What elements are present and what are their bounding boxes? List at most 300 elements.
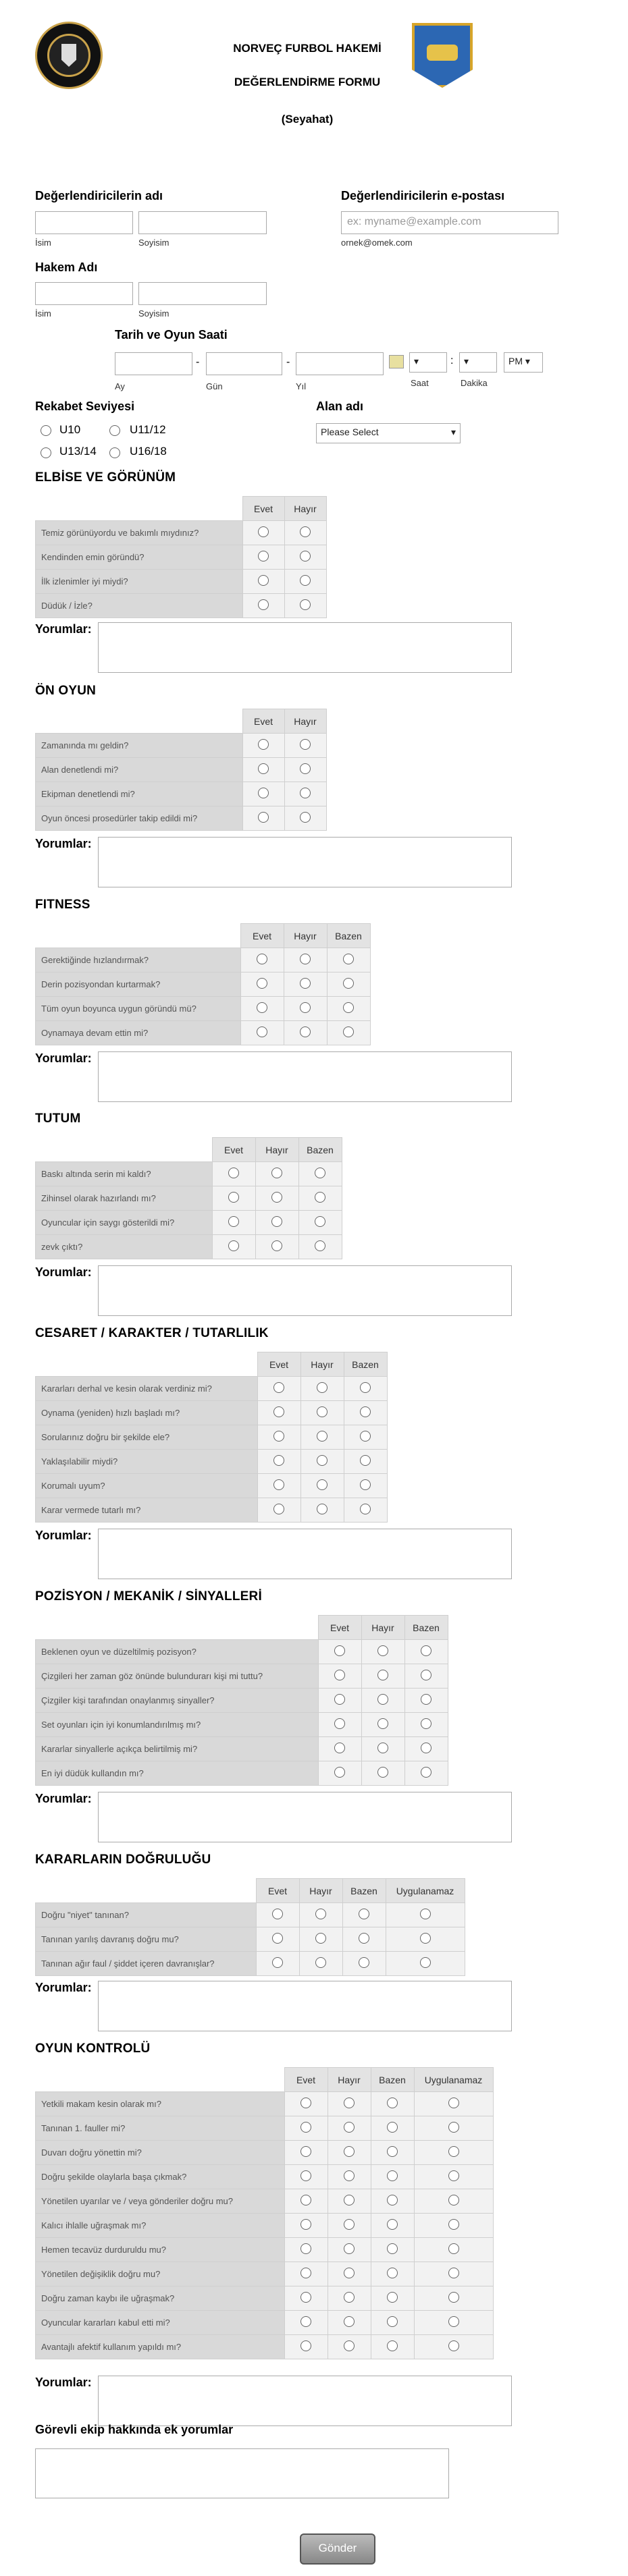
- radio-icon[interactable]: [300, 599, 311, 610]
- matrix-cell[interactable]: [257, 1377, 300, 1401]
- matrix-cell[interactable]: [284, 806, 326, 831]
- radio-icon[interactable]: [300, 2098, 311, 2108]
- matrix-cell[interactable]: [414, 2311, 493, 2335]
- radio-icon[interactable]: [344, 2195, 355, 2205]
- evaluator-email-input[interactable]: ex: myname@example.com: [341, 211, 558, 234]
- radio-icon[interactable]: [344, 2292, 355, 2303]
- month-input[interactable]: [115, 352, 192, 375]
- matrix-cell[interactable]: [257, 1450, 300, 1474]
- matrix-cell[interactable]: [344, 1401, 387, 1425]
- radio-icon[interactable]: [317, 1504, 328, 1514]
- radio-icon[interactable]: [273, 1479, 284, 1490]
- radio-icon[interactable]: [317, 1406, 328, 1417]
- radio-icon[interactable]: [300, 788, 311, 798]
- matrix-cell[interactable]: [299, 1952, 342, 1976]
- matrix-cell[interactable]: [318, 1664, 361, 1689]
- radio-icon[interactable]: [258, 788, 269, 798]
- radio-icon[interactable]: [271, 1168, 282, 1178]
- year-input[interactable]: [296, 352, 384, 375]
- matrix-cell[interactable]: [342, 1903, 386, 1927]
- radio-icon[interactable]: [272, 1909, 283, 1919]
- matrix-cell[interactable]: [284, 594, 326, 618]
- matrix-cell[interactable]: [284, 570, 326, 594]
- ampm-select[interactable]: PM ▾: [504, 352, 543, 373]
- radio-icon[interactable]: [317, 1455, 328, 1466]
- evaluator-first-name-input[interactable]: [35, 211, 133, 234]
- matrix-cell[interactable]: [255, 1235, 298, 1259]
- radio-icon[interactable]: [421, 1718, 431, 1729]
- matrix-cell[interactable]: [328, 2214, 371, 2238]
- radio-icon[interactable]: [315, 1909, 326, 1919]
- radio-icon[interactable]: [377, 1718, 388, 1729]
- radio-icon[interactable]: [448, 2122, 459, 2133]
- radio-icon[interactable]: [448, 2340, 459, 2351]
- radio-icon[interactable]: [41, 447, 51, 458]
- radio-icon[interactable]: [272, 1957, 283, 1968]
- radio-icon[interactable]: [273, 1455, 284, 1466]
- radio-icon[interactable]: [257, 978, 267, 989]
- radio-icon[interactable]: [258, 551, 269, 561]
- matrix-cell[interactable]: [414, 2238, 493, 2262]
- radio-icon[interactable]: [317, 1382, 328, 1393]
- matrix-cell[interactable]: [404, 1713, 448, 1737]
- matrix-cell[interactable]: [404, 1761, 448, 1786]
- matrix-cell[interactable]: [257, 1498, 300, 1523]
- radio-icon[interactable]: [448, 2146, 459, 2157]
- radio-icon[interactable]: [257, 1002, 267, 1013]
- radio-icon[interactable]: [387, 2170, 398, 2181]
- matrix-question: Beklenen oyun ve düzeltilmiş pozisyon?: [36, 1640, 319, 1664]
- matrix-cell[interactable]: [371, 2141, 414, 2165]
- matrix-cell[interactable]: [242, 545, 284, 570]
- radio-icon[interactable]: [360, 1504, 371, 1514]
- matrix-cell[interactable]: [284, 545, 326, 570]
- radio-icon[interactable]: [360, 1479, 371, 1490]
- radio-icon[interactable]: [448, 2268, 459, 2278]
- radio-icon[interactable]: [258, 812, 269, 823]
- radio-icon[interactable]: [334, 1767, 345, 1778]
- radio-icon[interactable]: [387, 2146, 398, 2157]
- radio-icon[interactable]: [300, 2340, 311, 2351]
- matrix-cell[interactable]: [300, 1498, 344, 1523]
- matrix-cell[interactable]: [256, 1903, 299, 1927]
- matrix-cell[interactable]: [404, 1737, 448, 1761]
- radio-icon[interactable]: [258, 739, 269, 750]
- matrix-cell[interactable]: [242, 806, 284, 831]
- radio-icon[interactable]: [377, 1743, 388, 1753]
- matrix-cell[interactable]: [256, 1952, 299, 1976]
- matrix-cell[interactable]: [361, 1664, 404, 1689]
- matrix-cell[interactable]: [414, 2286, 493, 2311]
- radio-icon[interactable]: [273, 1382, 284, 1393]
- matrix-cell[interactable]: [318, 1640, 361, 1664]
- minute-select[interactable]: ▾: [459, 352, 497, 373]
- matrix-cell[interactable]: [342, 1927, 386, 1952]
- matrix-cell[interactable]: [371, 2116, 414, 2141]
- radio-icon[interactable]: [343, 978, 354, 989]
- level-option-u11-12[interactable]: [109, 425, 120, 439]
- radio-icon[interactable]: [300, 526, 311, 537]
- matrix-cell[interactable]: [212, 1235, 255, 1259]
- radio-icon[interactable]: [272, 1933, 283, 1944]
- radio-icon[interactable]: [300, 739, 311, 750]
- comments-textarea[interactable]: [98, 1051, 512, 1102]
- matrix-cell[interactable]: [284, 2214, 328, 2238]
- calendar-icon[interactable]: [389, 355, 404, 368]
- matrix-cell[interactable]: [361, 1761, 404, 1786]
- matrix-cell[interactable]: [256, 1927, 299, 1952]
- radio-icon[interactable]: [228, 1216, 239, 1227]
- radio-icon[interactable]: [360, 1406, 371, 1417]
- radio-icon[interactable]: [344, 2098, 355, 2108]
- radio-icon[interactable]: [387, 2340, 398, 2351]
- matrix-cell[interactable]: [344, 1425, 387, 1450]
- evaluator-last-name-input[interactable]: [138, 211, 267, 234]
- matrix-cell[interactable]: [284, 2262, 328, 2286]
- matrix-cell[interactable]: [300, 1450, 344, 1474]
- matrix-cell[interactable]: [242, 758, 284, 782]
- matrix-cell[interactable]: [371, 2262, 414, 2286]
- matrix-cell[interactable]: [386, 1952, 465, 1976]
- radio-icon[interactable]: [41, 425, 51, 436]
- matrix-cell[interactable]: [361, 1640, 404, 1664]
- radio-icon[interactable]: [228, 1192, 239, 1203]
- matrix-cell[interactable]: [242, 782, 284, 806]
- radio-icon[interactable]: [315, 1957, 326, 1968]
- radio-icon[interactable]: [273, 1406, 284, 1417]
- matrix-cell[interactable]: [212, 1211, 255, 1235]
- radio-icon[interactable]: [334, 1645, 345, 1656]
- matrix-cell[interactable]: [414, 2335, 493, 2359]
- matrix-row: [36, 806, 327, 831]
- radio-icon[interactable]: [420, 1957, 431, 1968]
- matrix-cell[interactable]: [284, 997, 327, 1021]
- matrix-cell[interactable]: [298, 1211, 342, 1235]
- matrix-cell[interactable]: [240, 972, 284, 997]
- submit-button[interactable]: Gönder: [300, 2533, 375, 2565]
- hour-select[interactable]: ▾: [409, 352, 447, 373]
- matrix-cell[interactable]: [344, 1498, 387, 1523]
- matrix-cell[interactable]: [371, 2335, 414, 2359]
- matrix-cell[interactable]: [414, 2165, 493, 2189]
- matrix-cell[interactable]: [284, 1021, 327, 1045]
- radio-icon[interactable]: [448, 2292, 459, 2303]
- matrix-cell[interactable]: [300, 1377, 344, 1401]
- matrix-cell[interactable]: [255, 1186, 298, 1211]
- matrix-cell[interactable]: [386, 1903, 465, 1927]
- radio-icon[interactable]: [271, 1240, 282, 1251]
- matrix-cell[interactable]: [284, 758, 326, 782]
- radio-icon[interactable]: [448, 2170, 459, 2181]
- radio-icon[interactable]: [387, 2098, 398, 2108]
- matrix-cell[interactable]: [212, 1162, 255, 1186]
- radio-icon[interactable]: [300, 978, 311, 989]
- matrix-cell[interactable]: [240, 948, 284, 972]
- comments-textarea[interactable]: [98, 622, 512, 673]
- radio-icon[interactable]: [377, 1645, 388, 1656]
- radio-icon[interactable]: [344, 2146, 355, 2157]
- radio-icon[interactable]: [448, 2195, 459, 2205]
- matrix-cell[interactable]: [361, 1713, 404, 1737]
- matrix-cell[interactable]: [327, 972, 370, 997]
- radio-icon[interactable]: [377, 1694, 388, 1705]
- radio-icon[interactable]: [315, 1192, 325, 1203]
- radio-icon[interactable]: [300, 1026, 311, 1037]
- radio-icon[interactable]: [387, 2292, 398, 2303]
- matrix-cell[interactable]: [212, 1186, 255, 1211]
- matrix-cell[interactable]: [240, 1021, 284, 1045]
- matrix-cell[interactable]: [242, 734, 284, 758]
- radio-icon[interactable]: [300, 2219, 311, 2230]
- matrix-cell[interactable]: [371, 2092, 414, 2116]
- matrix-cell[interactable]: [242, 594, 284, 618]
- radio-icon[interactable]: [317, 1479, 328, 1490]
- radio-icon[interactable]: [387, 2268, 398, 2278]
- radio-icon[interactable]: [300, 551, 311, 561]
- radio-icon[interactable]: [258, 526, 269, 537]
- matrix-cell[interactable]: [328, 2165, 371, 2189]
- radio-icon[interactable]: [334, 1694, 345, 1705]
- radio-icon[interactable]: [448, 2316, 459, 2327]
- radio-icon[interactable]: [315, 1240, 325, 1251]
- matrix-cell[interactable]: [414, 2189, 493, 2214]
- radio-icon[interactable]: [387, 2243, 398, 2254]
- radio-icon[interactable]: [387, 2122, 398, 2133]
- comments-textarea[interactable]: [98, 1265, 512, 1316]
- matrix-cell[interactable]: [284, 2286, 328, 2311]
- matrix-row: [36, 2311, 494, 2335]
- matrix-cell[interactable]: [327, 997, 370, 1021]
- radio-icon[interactable]: [300, 2195, 311, 2205]
- referee-last-name-input[interactable]: [138, 282, 267, 305]
- radio-icon[interactable]: [421, 1694, 431, 1705]
- matrix-cell[interactable]: [371, 2189, 414, 2214]
- month-sub: Ay: [115, 381, 125, 391]
- matrix-cell[interactable]: [386, 1927, 465, 1952]
- radio-icon[interactable]: [343, 954, 354, 964]
- radio-icon[interactable]: [420, 1933, 431, 1944]
- day-input[interactable]: [206, 352, 282, 375]
- matrix-cell[interactable]: [284, 972, 327, 997]
- radio-icon[interactable]: [109, 425, 120, 436]
- matrix-cell[interactable]: [404, 1664, 448, 1689]
- matrix-cell[interactable]: [344, 1474, 387, 1498]
- radio-icon[interactable]: [360, 1431, 371, 1442]
- matrix-cell[interactable]: [284, 2311, 328, 2335]
- matrix-cell[interactable]: [328, 2116, 371, 2141]
- matrix-cell[interactable]: [328, 2262, 371, 2286]
- matrix-cell[interactable]: [240, 997, 284, 1021]
- radio-icon[interactable]: [315, 1168, 325, 1178]
- comments-textarea[interactable]: [98, 1981, 512, 2031]
- radio-icon[interactable]: [344, 2122, 355, 2133]
- radio-icon[interactable]: [271, 1216, 282, 1227]
- radio-icon[interactable]: [300, 954, 311, 964]
- radio-icon[interactable]: [228, 1240, 239, 1251]
- matrix-cell[interactable]: [284, 2238, 328, 2262]
- matrix-cell[interactable]: [318, 1689, 361, 1713]
- radio-icon[interactable]: [334, 1718, 345, 1729]
- radio-icon[interactable]: [359, 1933, 369, 1944]
- radio-icon[interactable]: [315, 1933, 326, 1944]
- radio-icon[interactable]: [421, 1645, 431, 1656]
- matrix-cell[interactable]: [328, 2311, 371, 2335]
- field-name-select[interactable]: [316, 423, 461, 443]
- radio-icon[interactable]: [109, 447, 120, 458]
- matrix-cell[interactable]: [414, 2262, 493, 2286]
- matrix-cell[interactable]: [284, 2189, 328, 2214]
- radio-icon[interactable]: [300, 763, 311, 774]
- matrix-cell[interactable]: [242, 521, 284, 545]
- matrix-cell[interactable]: [371, 2214, 414, 2238]
- radio-icon[interactable]: [300, 575, 311, 586]
- matrix-cell[interactable]: [284, 2335, 328, 2359]
- matrix-cell[interactable]: [328, 2335, 371, 2359]
- radio-icon[interactable]: [377, 1767, 388, 1778]
- matrix-cell[interactable]: [342, 1952, 386, 1976]
- matrix-cell[interactable]: [328, 2286, 371, 2311]
- radio-icon[interactable]: [273, 1504, 284, 1514]
- matrix-cell[interactable]: [344, 1377, 387, 1401]
- matrix-cell[interactable]: [371, 2165, 414, 2189]
- radio-icon[interactable]: [334, 1743, 345, 1753]
- matrix-cell[interactable]: [257, 1401, 300, 1425]
- radio-icon[interactable]: [420, 1909, 431, 1919]
- matrix-cell[interactable]: [298, 1235, 342, 1259]
- radio-icon[interactable]: [359, 1909, 369, 1919]
- matrix-cell[interactable]: [328, 2141, 371, 2165]
- matrix-cell[interactable]: [371, 2286, 414, 2311]
- matrix-cell[interactable]: [299, 1903, 342, 1927]
- matrix-cell[interactable]: [300, 1474, 344, 1498]
- radio-icon[interactable]: [344, 2340, 355, 2351]
- matrix-cell[interactable]: [299, 1927, 342, 1952]
- matrix-cell[interactable]: [404, 1640, 448, 1664]
- radio-icon[interactable]: [343, 1026, 354, 1037]
- radio-icon[interactable]: [300, 2146, 311, 2157]
- matrix-cell[interactable]: [284, 734, 326, 758]
- radio-icon[interactable]: [421, 1670, 431, 1680]
- radio-icon[interactable]: [387, 2316, 398, 2327]
- matrix-cell[interactable]: [242, 570, 284, 594]
- radio-icon[interactable]: [343, 1002, 354, 1013]
- matrix-cell[interactable]: [255, 1162, 298, 1186]
- matrix-cell[interactable]: [414, 2116, 493, 2141]
- radio-icon[interactable]: [448, 2243, 459, 2254]
- radio-icon[interactable]: [258, 575, 269, 586]
- radio-icon[interactable]: [257, 1026, 267, 1037]
- matrix-cell[interactable]: [414, 2141, 493, 2165]
- comments-textarea[interactable]: [98, 2376, 512, 2426]
- radio-icon[interactable]: [334, 1670, 345, 1680]
- level-option-u10[interactable]: [41, 425, 51, 439]
- matrix-cell[interactable]: [257, 1425, 300, 1450]
- radio-icon[interactable]: [344, 2316, 355, 2327]
- additional-comments-textarea[interactable]: [35, 2448, 449, 2498]
- radio-icon[interactable]: [300, 2170, 311, 2181]
- radio-icon[interactable]: [377, 1670, 388, 1680]
- matrix-cell[interactable]: [327, 948, 370, 972]
- matrix-cell[interactable]: [318, 1737, 361, 1761]
- radio-icon[interactable]: [315, 1216, 325, 1227]
- radio-icon[interactable]: [300, 2316, 311, 2327]
- matrix-cell[interactable]: [284, 948, 327, 972]
- matrix-cell[interactable]: [404, 1689, 448, 1713]
- radio-icon[interactable]: [421, 1743, 431, 1753]
- comments-textarea[interactable]: [98, 837, 512, 887]
- radio-icon[interactable]: [448, 2219, 459, 2230]
- radio-icon[interactable]: [300, 2292, 311, 2303]
- radio-icon[interactable]: [258, 763, 269, 774]
- matrix-cell[interactable]: [318, 1713, 361, 1737]
- matrix-cell[interactable]: [328, 2238, 371, 2262]
- matrix-cell[interactable]: [327, 1021, 370, 1045]
- radio-icon[interactable]: [300, 2243, 311, 2254]
- radio-icon[interactable]: [448, 2098, 459, 2108]
- matrix-cell[interactable]: [300, 1401, 344, 1425]
- matrix-cell[interactable]: [298, 1162, 342, 1186]
- level-option-u16-18[interactable]: [109, 447, 120, 462]
- matrix-cell[interactable]: [371, 2238, 414, 2262]
- radio-icon[interactable]: [360, 1455, 371, 1466]
- matrix-cell[interactable]: [318, 1761, 361, 1786]
- matrix-cell[interactable]: [361, 1737, 404, 1761]
- radio-icon[interactable]: [300, 2268, 311, 2278]
- radio-icon[interactable]: [344, 2268, 355, 2278]
- comments-textarea[interactable]: [98, 1529, 512, 1579]
- matrix-question: Yönetilen değişiklik doğru mu?: [36, 2262, 285, 2286]
- matrix-cell[interactable]: [414, 2092, 493, 2116]
- radio-icon[interactable]: [360, 1382, 371, 1393]
- referee-first-name-input[interactable]: [35, 282, 133, 305]
- radio-icon[interactable]: [317, 1431, 328, 1442]
- matrix-cell[interactable]: [344, 1450, 387, 1474]
- radio-icon[interactable]: [300, 2122, 311, 2133]
- matrix-cell[interactable]: [284, 782, 326, 806]
- level-option-u13-14[interactable]: [41, 447, 51, 462]
- radio-icon[interactable]: [258, 599, 269, 610]
- radio-icon[interactable]: [257, 954, 267, 964]
- radio-icon[interactable]: [300, 1002, 311, 1013]
- matrix-cell[interactable]: [328, 2189, 371, 2214]
- radio-icon[interactable]: [271, 1192, 282, 1203]
- comments-textarea[interactable]: [98, 1792, 512, 1842]
- radio-icon[interactable]: [359, 1957, 369, 1968]
- matrix-cell[interactable]: [284, 2165, 328, 2189]
- radio-icon[interactable]: [344, 2219, 355, 2230]
- matrix-cell[interactable]: [298, 1186, 342, 1211]
- matrix-cell[interactable]: [328, 2092, 371, 2116]
- radio-icon[interactable]: [300, 812, 311, 823]
- radio-icon[interactable]: [273, 1431, 284, 1442]
- radio-icon[interactable]: [344, 2170, 355, 2181]
- matrix-cell[interactable]: [255, 1211, 298, 1235]
- radio-icon[interactable]: [387, 2219, 398, 2230]
- matrix-cell[interactable]: [371, 2311, 414, 2335]
- radio-icon[interactable]: [421, 1767, 431, 1778]
- radio-icon[interactable]: [387, 2195, 398, 2205]
- matrix-cell[interactable]: [284, 2116, 328, 2141]
- matrix-cell[interactable]: [300, 1425, 344, 1450]
- matrix-cell[interactable]: [361, 1689, 404, 1713]
- radio-icon[interactable]: [344, 2243, 355, 2254]
- matrix-cell[interactable]: [414, 2214, 493, 2238]
- matrix-cell[interactable]: [284, 521, 326, 545]
- radio-icon[interactable]: [228, 1168, 239, 1178]
- matrix-cell[interactable]: [284, 2092, 328, 2116]
- matrix-cell[interactable]: [284, 2141, 328, 2165]
- matrix-cell[interactable]: [257, 1474, 300, 1498]
